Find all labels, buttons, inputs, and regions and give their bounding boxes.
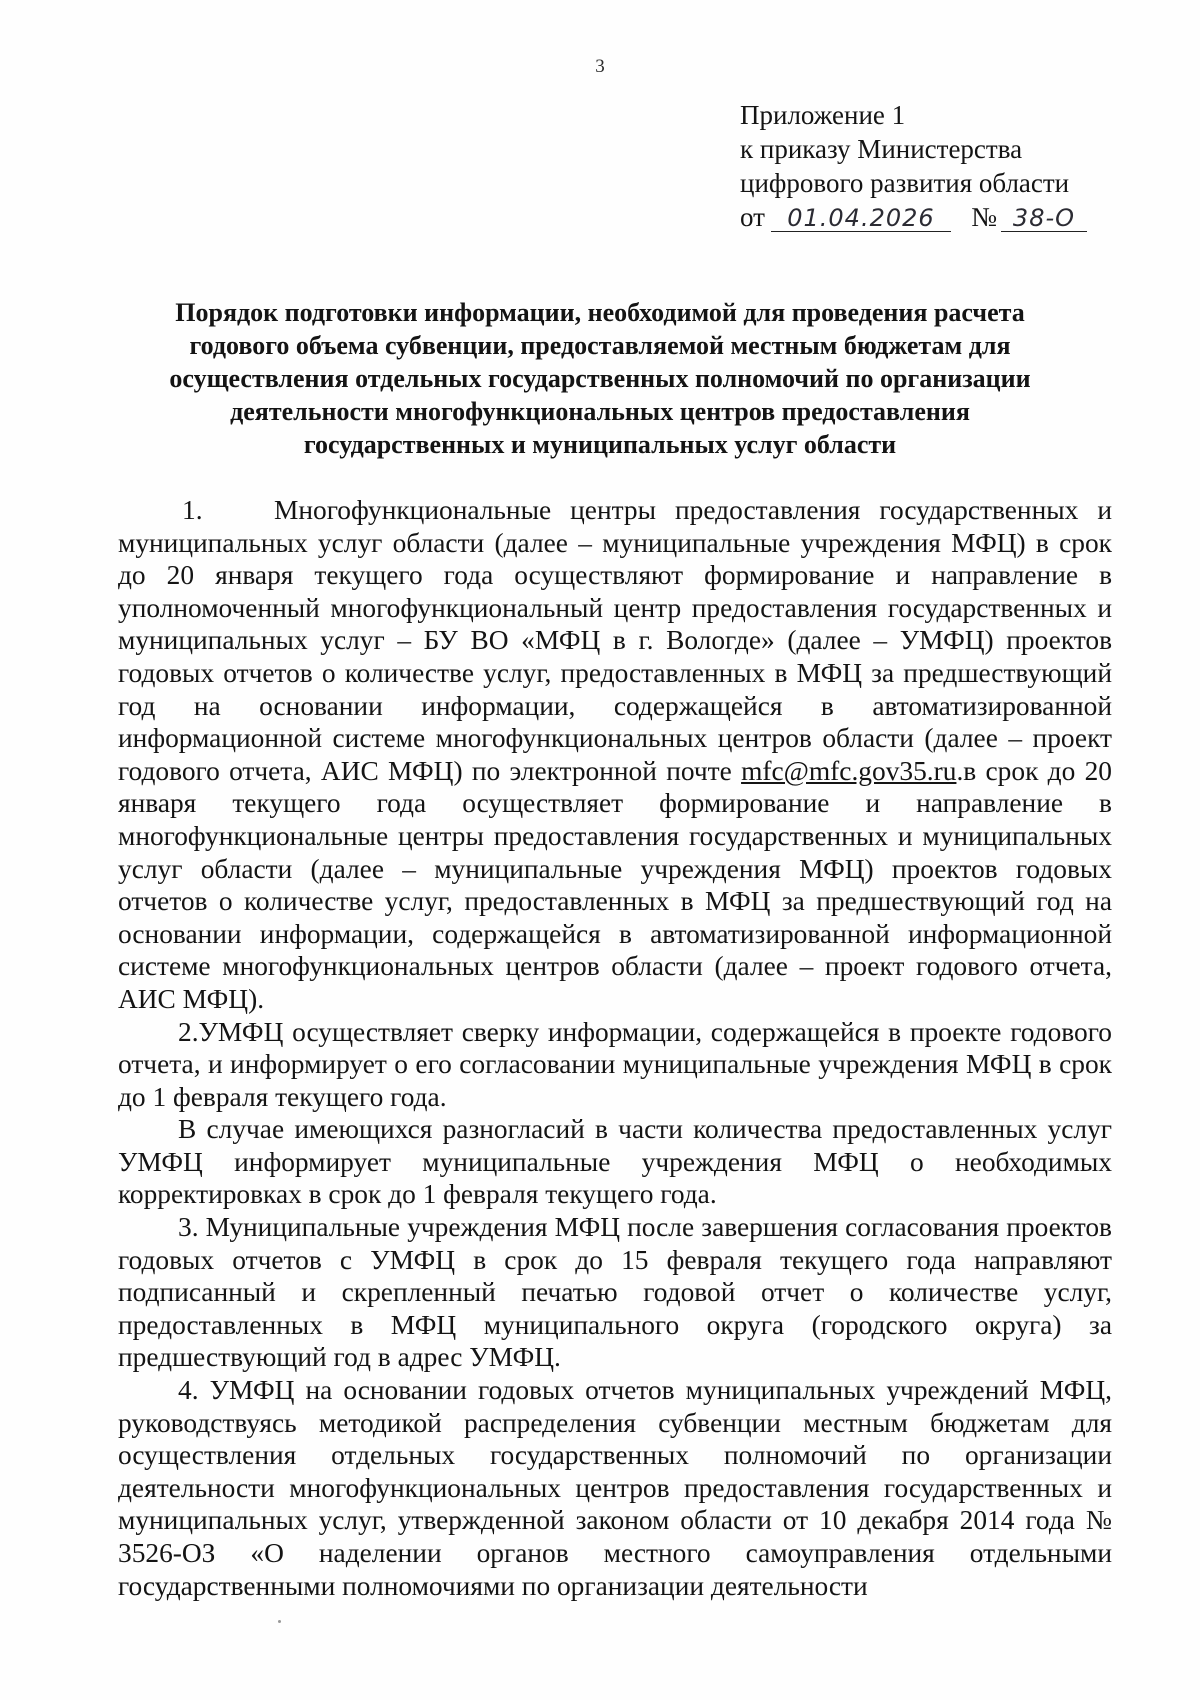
- title-line-3: осуществления отдельных государственных полномочий по организации: [169, 364, 1031, 393]
- appendix-line-1: Приложение 1: [740, 100, 906, 130]
- email-link[interactable]: mfc@mfc.gov35.ru: [741, 755, 957, 786]
- title-line-4: деятельности многофункциональных центров предоставления: [230, 397, 970, 426]
- paragraph-1-text-b: .в срок до 20 января текущего года осуществляет формирование и направление в многофункциональные центры предоставления государственных и муниципальных услуг области (далее – муниципальные учреждения МФЦ) проектов годовых отчетов о количестве услуг, предоставленных в МФЦ за предшествующий год на основании информации, содержащейся в автоматизированной информационной системе многофункциональных центров области (далее – проект годового отчета, АИС МФЦ).: [118, 755, 1112, 1014]
- paragraph-3: В случае имеющихся разногласий в части количества предоставленных услуг УМФЦ информирует муниципальные учреждения МФЦ о необходимых корректировках в срок до 1 февраля текущего года.: [118, 1114, 1112, 1210]
- paragraph-4: 3. Муниципальные учреждения МФЦ после завершения согласования проектов годовых отчетов с УМФЦ в срок до 15 февраля текущего года направляют подписанный и скрепленный печатью годовой отчет о количестве услуг, предоставленных в МФЦ муниципального округа (городского округа) за предшествующий год в адрес УМФЦ.: [118, 1212, 1112, 1373]
- document-title: [125, 296, 1075, 461]
- paragraph-1: [118, 494, 1112, 1016]
- paragraph-1-number: 1.: [182, 495, 203, 525]
- appendix-header: [740, 98, 1160, 234]
- number-label: №: [971, 202, 997, 232]
- handwritten-number: 38-О: [1001, 205, 1087, 232]
- page-number: 3: [595, 56, 605, 77]
- paragraph-2: 2.УМФЦ осуществляет сверку информации, содержащейся в проекте годового отчета, и информирует о его согласовании муниципальные учреждения МФЦ в срок до 1 февраля текущего года.: [118, 1016, 1112, 1112]
- paragraph-5: 4. УМФЦ на основании годовых отчетов муниципальных учреждений МФЦ, руководствуясь методикой распределения субвенции местным бюджетам для осуществления отдельных государственных полномочий по организации деятельности многофункциональных центров предоставления государственных и муниципальных услуг, утвержденной законом области от 10 декабря 2014 года № 3526-ОЗ «О наделении органов местного самоуправления отдельными государственными полномочиями по организации деятельности: [118, 1375, 1112, 1601]
- title-line-1: Порядок подготовки информации, необходимой для проведения расчета: [175, 298, 1025, 327]
- appendix-line-2: к приказу Министерства: [740, 134, 1023, 164]
- from-label: от: [740, 202, 765, 232]
- scan-speck: [278, 1620, 281, 1623]
- document-body: [118, 494, 1112, 1602]
- appendix-line-3: цифрового развития области: [740, 168, 1070, 198]
- appendix-line-4: [740, 200, 1160, 234]
- title-line-5: государственных и муниципальных услуг области: [303, 430, 897, 459]
- paragraph-1-text-a: Многофункциональные центры предоставления государственных и муниципальных услуг области (далее – муниципальные учреждения МФЦ) в срок до 20 января текущего года осуществляют формирование и направление в уполномоченный многофункциональный центр предоставления государственных и муниципальных услуг – БУ ВО «МФЦ в г. Вологде» (далее – УМФЦ) проектов годовых отчетов о количестве услуг, предоставленных в МФЦ за предшествующий год на основании информации, содержащейся в автоматизированной информационной системе многофункциональных центров области (далее – проект годового отчета, АИС МФЦ) по электронной почте: [118, 495, 1112, 786]
- title-line-2: годового объема субвенции, предоставляемой местным бюджетам для: [189, 331, 1011, 360]
- handwritten-date: 01.04.2026: [771, 205, 951, 232]
